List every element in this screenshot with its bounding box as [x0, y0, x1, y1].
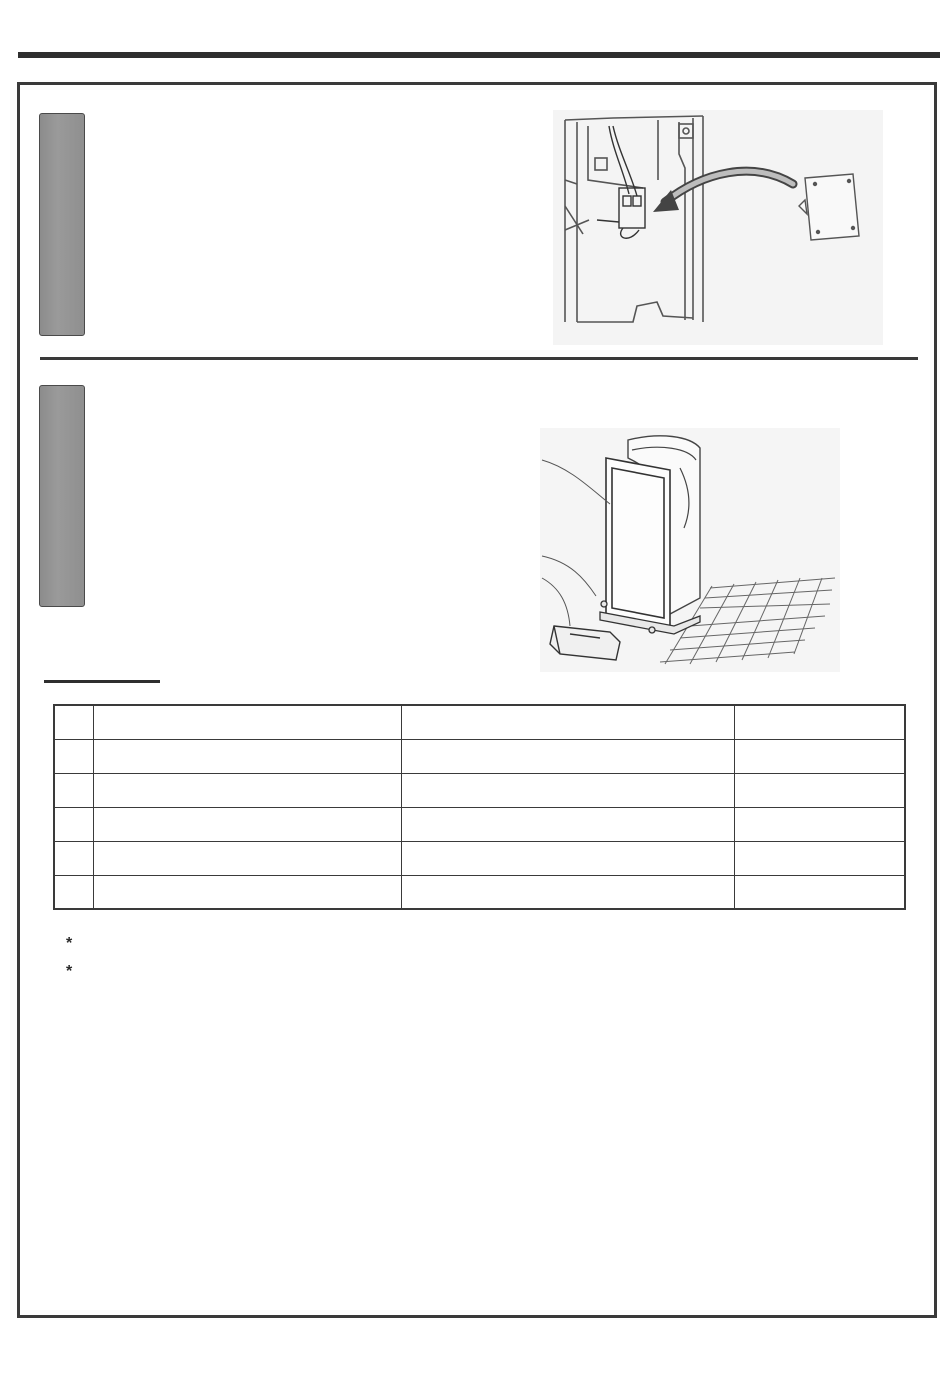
step-2-tab — [39, 385, 85, 607]
table-cell — [54, 773, 94, 807]
table-row — [54, 773, 905, 807]
note-item — [66, 936, 80, 952]
table-row — [54, 841, 905, 875]
table-cell — [401, 841, 734, 875]
table-cell — [94, 807, 401, 841]
table-cell — [94, 705, 401, 739]
table-cell — [94, 739, 401, 773]
parts-section-title — [44, 660, 160, 683]
table-cell — [734, 841, 905, 875]
table-cell — [401, 705, 734, 739]
header-rule — [18, 52, 940, 58]
table-cell — [94, 875, 401, 909]
table-cell — [734, 705, 905, 739]
table-cell — [54, 705, 94, 739]
table-cell — [54, 841, 94, 875]
table-row — [54, 739, 905, 773]
note-marker: * — [66, 935, 73, 952]
note-item — [66, 964, 80, 980]
table-cell — [94, 773, 401, 807]
table-cell — [401, 875, 734, 909]
table-row — [54, 705, 905, 739]
table-row — [54, 875, 905, 909]
table-cell — [734, 739, 905, 773]
parts-table — [53, 704, 906, 910]
unit-assembly-illustration — [540, 428, 840, 672]
wiring-cover-illustration — [553, 110, 883, 345]
table-cell — [734, 875, 905, 909]
table-cell — [734, 807, 905, 841]
table-cell — [54, 739, 94, 773]
table-cell — [94, 841, 401, 875]
table-row — [54, 807, 905, 841]
section-divider — [40, 357, 918, 360]
table-cell — [54, 875, 94, 909]
note-marker: * — [66, 963, 73, 980]
table-cell — [54, 807, 94, 841]
table-cell — [401, 773, 734, 807]
table-cell — [401, 807, 734, 841]
table-cell — [401, 739, 734, 773]
table-cell — [734, 773, 905, 807]
step-1-tab — [39, 113, 85, 336]
